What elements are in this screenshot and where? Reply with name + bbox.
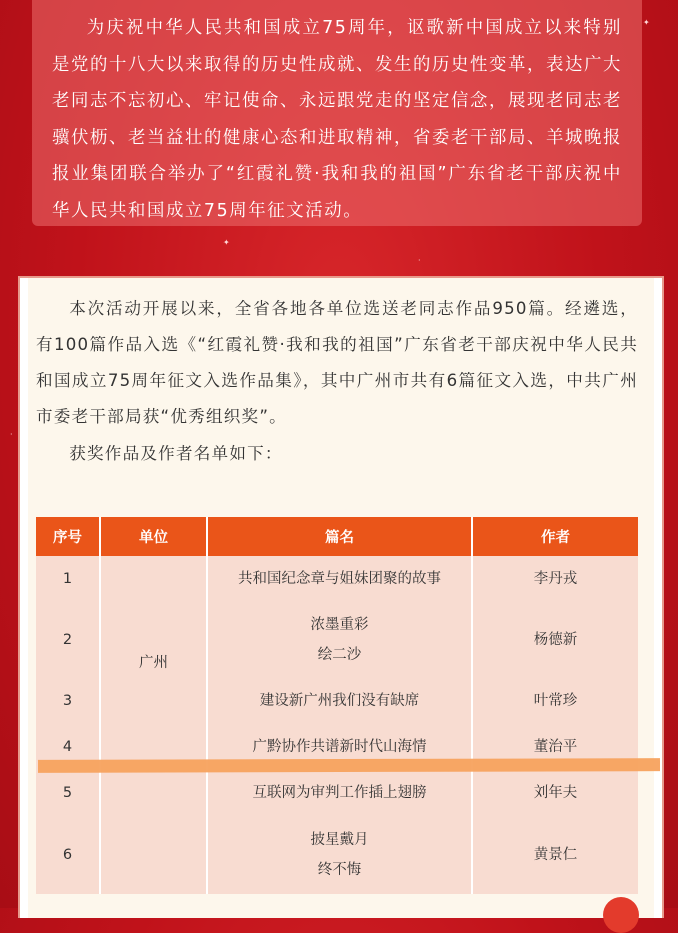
row-author: 李丹戎 (472, 556, 638, 602)
row-author: 刘年夫 (472, 770, 638, 816)
title-line: 互联网为审判工作插上翅膀 (252, 785, 427, 801)
table-row (36, 770, 638, 816)
corner-badge (603, 897, 639, 933)
unit-cell-empty (100, 770, 207, 894)
row-no: 4 (36, 724, 100, 770)
row-author: 董治平 (472, 724, 638, 770)
row-title (207, 678, 472, 724)
row-no: 3 (36, 678, 100, 724)
title-line: 广黔协作共谱新时代山海情 (252, 739, 427, 755)
row-no: 6 (36, 816, 100, 894)
row-title (207, 556, 472, 602)
sparkle-icon: · (10, 430, 13, 439)
row-author: 黄景仁 (472, 816, 638, 894)
row-title (207, 770, 472, 816)
highlight-stroke (38, 758, 660, 773)
row-title (207, 816, 472, 894)
header-author: 作者 (472, 517, 638, 556)
title-line: 浓墨重彩 (310, 617, 369, 633)
title-line: 披星戴月 (310, 832, 369, 848)
awards-table (36, 517, 638, 894)
sparkle-icon: ✦ (223, 238, 230, 247)
table-header-row (36, 517, 638, 556)
row-no: 2 (36, 602, 100, 678)
header-title: 篇名 (207, 517, 472, 556)
table-row (36, 556, 638, 602)
title-line: 绘二沙 (317, 647, 362, 663)
row-title (207, 602, 472, 678)
sparkle-icon: ✦ (643, 18, 650, 27)
list-intro: 获奖作品及作者名单如下： (69, 444, 283, 463)
body-paragraph: 本次活动开展以来，全省各地各单位选送老同志作品950篇。经遴选，有100篇作品入选《“红霞礼赞·我和我的祖国”广东省老干部庆祝中华人民共和国成立75周年征文入选作品集》，其中广州市共有6篇征文入选，中共广州市委老干部局获“优秀组织奖”。 (36, 299, 638, 426)
row-no: 5 (36, 770, 100, 816)
title-line: 建设新广州我们没有缺席 (259, 693, 420, 709)
header-no: 序号 (36, 517, 100, 556)
header-unit: 单位 (100, 517, 207, 556)
title-line: 终不悔 (317, 862, 362, 878)
unit-cell: 广州 (100, 556, 207, 770)
intro-paragraph: 为庆祝中华人民共和国成立75周年，讴歌新中国成立以来特别是党的十八大以来取得的历史性成就、发生的历史性变革，表达广大老同志不忘初心、牢记使命、永远跟党走的坚定信念，展现老同志老骥伏枥、老当益壮的健康心态和进取精神，省委老干部局、羊城晚报报业集团联合举办了“红霞礼赞·我和我的祖国”广东省老干部庆祝中华人民共和国成立75周年征文活动。 (52, 18, 622, 221)
row-author: 杨德新 (472, 602, 638, 678)
row-no: 1 (36, 556, 100, 602)
title-line: 共和国纪念章与姐妹团聚的故事 (238, 571, 441, 587)
sparkle-icon: · (418, 256, 421, 265)
row-author: 叶常珍 (472, 678, 638, 724)
